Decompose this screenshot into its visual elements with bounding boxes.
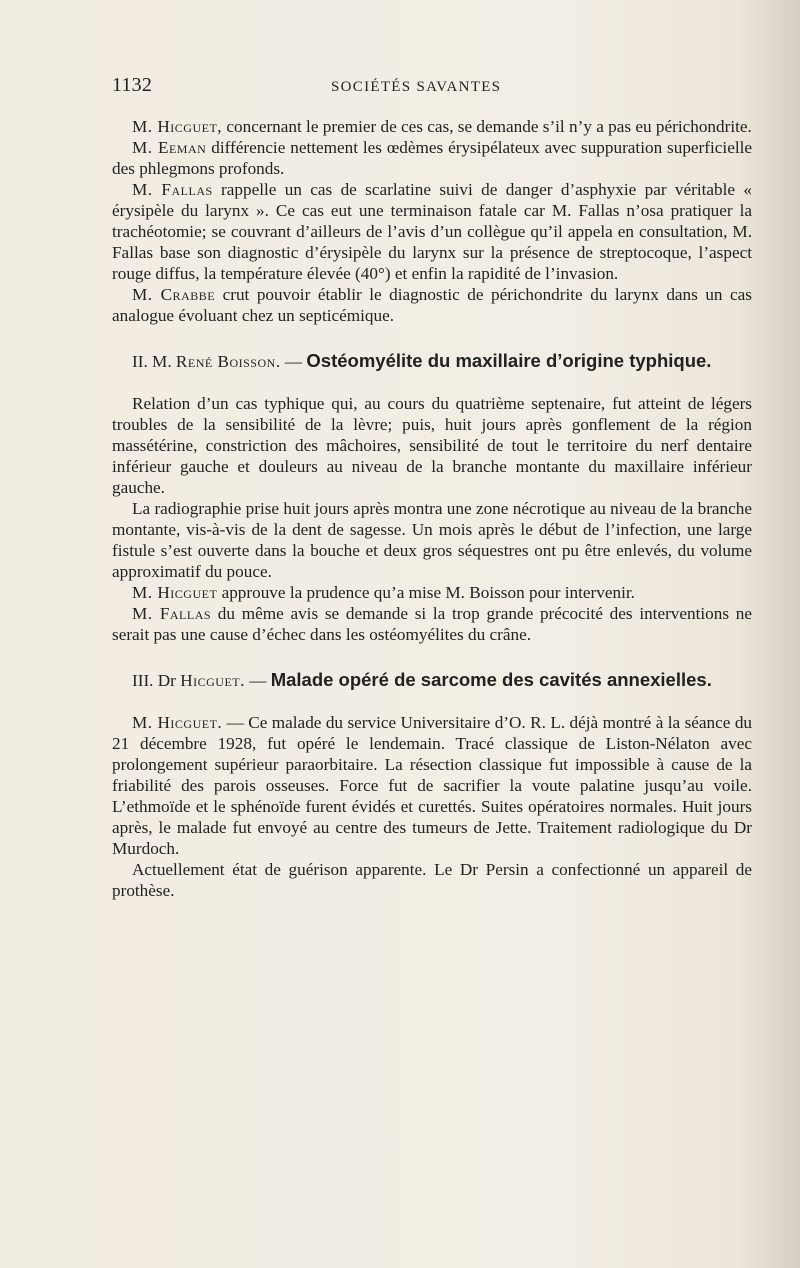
body-paragraph: Actuellement état de guérison apparente. Le Dr Persin a confectionné un appareil de prothèse. <box>112 860 752 900</box>
section-dash: — <box>284 352 303 371</box>
discussion-paragraph <box>112 137 752 179</box>
page-number: 1132 <box>112 74 153 96</box>
section-author: Hicguet. <box>180 671 245 690</box>
paragraph-text: approuve la prudence qu’a mise M. Boisson pour intervenir. <box>221 583 635 602</box>
paragraph-text: — Ce malade du service Universitaire d’O. R. L. déjà montré à la séance du 21 décembre 1928, fut opéré le lendemain. Tracé classique de Liston-Nélaton avec prolongement supérieur paraorbitaire. La résection classique fut impossible à cause de la friabilité des parois osseuses. Force fut de sacrifier la voute palatine jusqu’au voile. L’ethmoïde et le sphénoïde furent évidés et curettés. Suites opératoires normales. Huit jours après, le malade fut envoyé au centre des tumeurs de Jette. Traitement radiologique du Dr Murdoch. <box>112 713 753 858</box>
body-paragraph: La radiographie prise huit jours après montra une zone nécrotique au niveau de la branche montante, vis-à-vis de la dent de sagesse. Un mois après le début de l’infection, une large fistule s’est ouverte dans la bouche et deux gros séquestres ont pu être enlevés, du volume approximatif du pouce. <box>112 499 752 581</box>
section-number: II. M. <box>132 352 172 371</box>
discussion-paragraph <box>112 603 752 645</box>
section-author: René Boisson. <box>175 352 281 371</box>
spacer <box>112 326 752 350</box>
section-heading <box>112 669 752 692</box>
paragraph-text: concernant le premier de ces cas, se demande s’il n’y a pas eu périchondrite. <box>226 117 752 136</box>
spacer <box>112 373 752 393</box>
section-dash: — <box>249 671 267 690</box>
section-title: Ostéomyélite du maxillaire d’origine typhique. <box>306 350 712 371</box>
paragraph-text: crut pouvoir établir le diagnostic de périchondrite du larynx dans un cas analogue évoluant chez un septicémique. <box>112 285 752 325</box>
section-heading <box>112 350 752 373</box>
speaker-name: M. Fallas <box>132 180 213 199</box>
running-head <box>112 70 752 104</box>
speaker-name: M. Hicguet <box>132 583 218 602</box>
body-paragraph: Relation d’un cas typhique qui, au cours du quatrième septenaire, fut atteint de légers troubles de la sensibilité de la lèvre; puis, huit jours après gonflement de la région massétérine, constriction des mâchoires, sensibilité de tout le territoire du nerf dentaire inférieur gauche et douleurs au niveau de la branche montante du maxillaire inférieur gauche. <box>112 394 752 497</box>
spacer <box>112 692 752 712</box>
spacer <box>112 645 752 669</box>
section-number: III. Dr <box>132 671 176 690</box>
discussion-paragraph <box>112 116 752 137</box>
discussion-paragraph <box>112 582 752 603</box>
paragraph-text: rappelle un cas de scarlatine suivi de danger d’asphyxie par véritable « érysipèle du larynx ». Ce cas eut une terminaison fatale car M. Fallas n’osa pratiquer la trachéotomie; se couvrant d’ailleurs de l’avis d’un collègue qu’il appela en consultation, M. Fallas base son diagnostic d’érysipèle du larynx sur la présence de streptocoque, l’aspect rouge diffus, la température élevée (40°) et enfin la rapidité de l’invasion. <box>112 180 752 283</box>
paragraph-text: différencie nettement les œdèmes érysipélateux avec suppuration superficielle des phlegmons profonds. <box>112 138 752 178</box>
speaker-name: M. Hicguet, <box>132 117 223 136</box>
discussion-paragraph <box>112 712 752 859</box>
speaker-name: M. Hicguet. <box>132 713 223 732</box>
paragraph-text: du même avis se demande si la trop grande précocité des interventions ne serait pas une cause d’échec dans les ostéomyélites du crâne. <box>112 604 753 644</box>
discussion-paragraph <box>112 284 752 326</box>
document-page <box>112 70 752 901</box>
section-title: Malade opéré de sarcome des cavités annexielles. <box>270 669 712 690</box>
speaker-name: M. Crabbe <box>132 285 216 304</box>
journal-title: SOCIÉTÉS SAVANTES <box>331 79 502 95</box>
discussion-paragraph <box>112 179 752 284</box>
speaker-name: M. Eeman <box>132 138 207 157</box>
speaker-name: M. Fallas <box>132 604 212 623</box>
